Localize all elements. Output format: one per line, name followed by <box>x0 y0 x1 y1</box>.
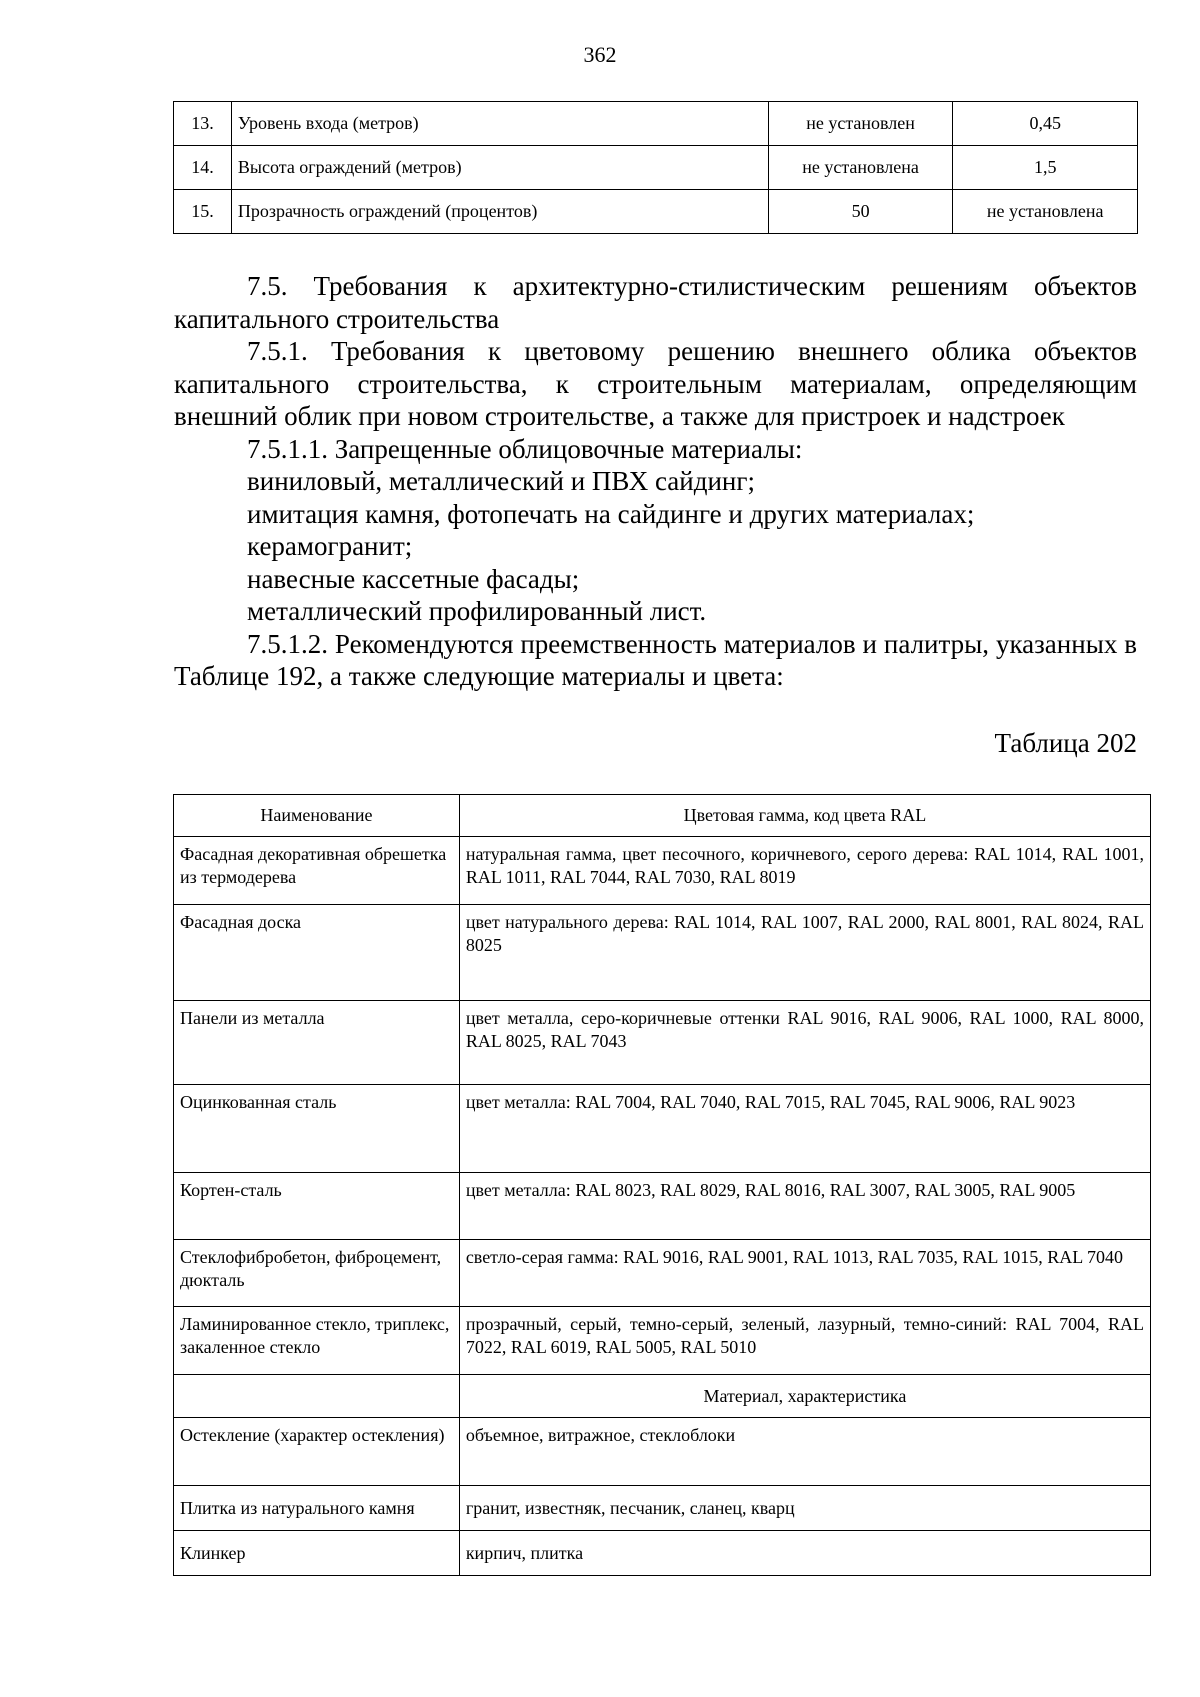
row-number: 15. <box>174 190 232 234</box>
section-heading-7-5-1: 7.5.1. Требования к цветовому решению внешнего облика объектов капитального строительства, к строительным материалам, определяющим внешний облик при новом строительстве, а также для пристроек и надстроек <box>174 336 1137 431</box>
material-name: Кортен-сталь <box>174 1173 460 1240</box>
color-range: цвет металла: RAL 8023, RAL 8029, RAL 8016, RAL 3007, RAL 3005, RAL 9005 <box>459 1173 1150 1240</box>
color-range: цвет натурального дерева: RAL 1014, RAL 1007, RAL 2000, RAL 8001, RAL 8024, RAL 8025 <box>459 905 1150 1001</box>
table-row <box>174 146 1138 190</box>
materials-colors-table <box>173 794 1151 1576</box>
parameters-table <box>173 101 1138 234</box>
material-name: Фасадная декоративная обрешетка из термодерева <box>174 837 460 905</box>
table-row <box>174 190 1138 234</box>
table-row <box>174 1240 1151 1307</box>
table-row <box>174 1173 1151 1240</box>
forbidden-material-item: имитация камня, фотопечать на сайдинге и других материалах; <box>247 498 975 529</box>
material-characteristic: объемное, витражное, стеклоблоки <box>459 1418 1150 1486</box>
parameter-value: не установлен <box>768 102 953 146</box>
forbidden-material-item: виниловый, металлический и ПВХ сайдинг; <box>247 466 755 496</box>
parameter-name: Прозрачность ограждений (процентов) <box>231 190 768 234</box>
table-row <box>174 905 1151 1001</box>
row-number: 13. <box>174 102 232 146</box>
table-row <box>174 1001 1151 1085</box>
material-name: Остекление (характер остекления) <box>174 1418 460 1486</box>
column-header-color: Цветовая гамма, код цвета RAL <box>459 795 1150 837</box>
material-characteristic: гранит, известняк, песчаник, сланец, кварц <box>459 1486 1150 1531</box>
material-name: Ламинированное стекло, триплекс, закаленное стекло <box>174 1307 460 1375</box>
material-name: Панели из металла <box>174 1001 460 1085</box>
table-row <box>174 1486 1151 1531</box>
column-header-name: Наименование <box>174 795 460 837</box>
material-name: Клинкер <box>174 1531 460 1576</box>
material-name: Фасадная доска <box>174 905 460 1001</box>
material-name: Оцинкованная сталь <box>174 1085 460 1173</box>
forbidden-material-item: керамогранит; <box>247 531 413 561</box>
parameter-value: 1,5 <box>953 146 1138 190</box>
parameter-value: 50 <box>768 190 953 234</box>
color-range: натуральная гамма, цвет песочного, коричневого, серого дерева: RAL 1014, RAL 1001, RAL 1011, RAL 7044, RAL 7030, RAL 8019 <box>459 837 1150 905</box>
table-row <box>174 1418 1151 1486</box>
section-heading-7-5-1-2: 7.5.1.2. Рекомендуются преемственность материалов и палитры, указанных в Таблице 192, а также следующие материалы и цвета: <box>174 628 1137 691</box>
table-row <box>174 837 1151 905</box>
table-row <box>174 1307 1151 1375</box>
section-heading-7-5: 7.5. Требования к архитектурно-стилистическим решениям объектов капитального строительства <box>174 271 1137 334</box>
forbidden-material-item: металлический профилированный лист. <box>247 596 707 626</box>
page-number: 362 <box>583 42 617 67</box>
material-name: Стеклофибробетон, фиброцемент, дюкталь <box>174 1240 460 1307</box>
table-label: Таблица 202 <box>994 728 1137 758</box>
material-name: Плитка из натурального камня <box>174 1486 460 1531</box>
subheader-empty-cell <box>174 1375 460 1418</box>
table-header-row <box>174 795 1151 837</box>
parameter-value: не установлена <box>953 190 1138 234</box>
color-range: цвет металла: RAL 7004, RAL 7040, RAL 7015, RAL 7045, RAL 9006, RAL 9023 <box>459 1085 1150 1173</box>
table-row <box>174 102 1138 146</box>
section-text <box>174 270 1137 693</box>
forbidden-material-item: навесные кассетные фасады; <box>247 563 580 594</box>
row-number: 14. <box>174 146 232 190</box>
section-heading-7-5-1-1: 7.5.1.1. Запрещенные облицовочные материалы: <box>247 433 803 464</box>
table-row <box>174 1085 1151 1173</box>
table-row <box>174 1531 1151 1576</box>
color-range: цвет металла, серо-коричневые оттенки RAL 9016, RAL 9006, RAL 1000, RAL 8000, RAL 8025, RAL 7043 <box>459 1001 1150 1085</box>
parameter-value: не установлена <box>768 146 953 190</box>
parameter-name: Уровень входа (метров) <box>231 102 768 146</box>
color-range: светло-серая гамма: RAL 9016, RAL 9001, RAL 1013, RAL 7035, RAL 1015, RAL 7040 <box>459 1240 1150 1307</box>
parameter-name: Высота ограждений (метров) <box>231 146 768 190</box>
parameter-value: 0,45 <box>953 102 1138 146</box>
material-characteristic: кирпич, плитка <box>459 1531 1150 1576</box>
color-range: прозрачный, серый, темно-серый, зеленый, лазурный, темно-синий: RAL 7004, RAL 7022, RAL 6019, RAL 5005, RAL 5010 <box>459 1307 1150 1375</box>
table-subheader-row <box>174 1375 1151 1418</box>
column-header-material: Материал, характеристика <box>459 1375 1150 1418</box>
